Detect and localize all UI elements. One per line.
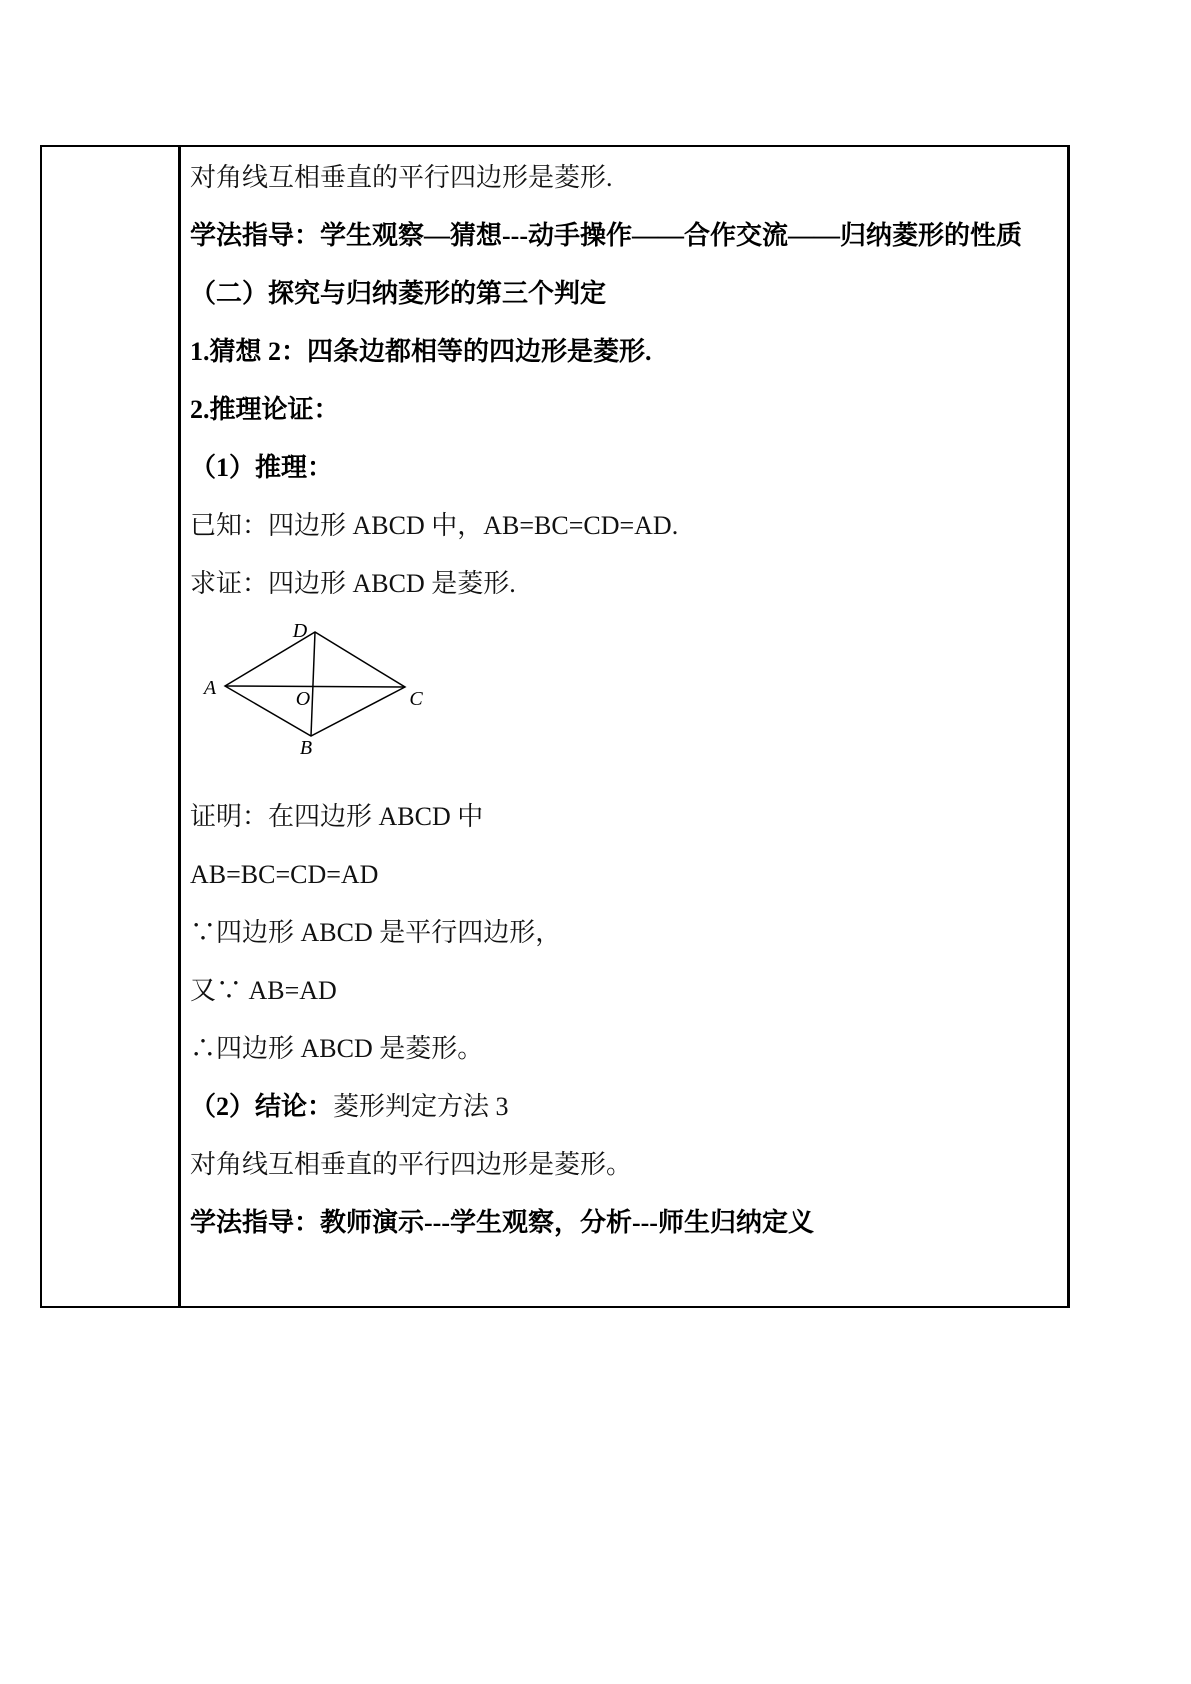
prove-line: 求证：四边形 ABCD 是菱形. bbox=[190, 569, 516, 598]
study-guide-line: 学法指导：教师演示---学生观察，分析---师生归纳定义 bbox=[190, 1208, 814, 1237]
proof-line: ∴四边形 ABCD 是菱形。 bbox=[190, 1034, 484, 1063]
proof-line: AB=BC=CD=AD bbox=[190, 860, 379, 889]
vertex-label-d: D bbox=[292, 620, 308, 642]
section-heading: （二）探究与归纳菱形的第三个判定 bbox=[190, 279, 607, 308]
proof-line: 又∵ AB=AD bbox=[190, 976, 337, 1005]
vertex-label-b: B bbox=[299, 737, 313, 759]
vertex-label-c: C bbox=[409, 688, 423, 710]
conclusion-label: （2）结论： bbox=[190, 1092, 334, 1121]
conclusion-text: 菱形判定方法 3 bbox=[333, 1092, 509, 1121]
proof-line: 证明：在四边形 ABCD 中 bbox=[190, 802, 484, 831]
rhombus-diagram bbox=[190, 613, 490, 788]
lesson-table bbox=[40, 145, 1070, 1308]
diagonal-db bbox=[311, 632, 315, 736]
vertex-label-a: A bbox=[203, 677, 217, 699]
conclusion-statement: 对角线互相垂直的平行四边形是菱形。 bbox=[190, 1150, 633, 1179]
statement-line: 对角线互相垂直的平行四边形是菱形. bbox=[190, 163, 613, 192]
study-guide-line: 学法指导：学生观察—猜想---动手操作——合作交流——归纳菱形的性质 bbox=[190, 221, 1022, 250]
step-heading: （1）推理： bbox=[190, 453, 334, 482]
proof-line: ∵四边形 ABCD 是平行四边形， bbox=[190, 918, 562, 947]
center-label-o: O bbox=[295, 688, 311, 710]
reasoning-heading: 2.推理论证： bbox=[190, 395, 340, 424]
given-line: 已知：四边形 ABCD 中，AB=BC=CD=AD. bbox=[190, 511, 679, 540]
table-content-cell bbox=[181, 147, 1067, 1306]
table-left-cell bbox=[42, 147, 181, 1306]
conjecture-line: 1.猜想 2：四条边都相等的四边形是菱形. bbox=[190, 337, 652, 366]
diagonal-ac bbox=[225, 686, 405, 687]
conclusion-line bbox=[190, 1078, 1067, 1136]
diagram-block bbox=[190, 613, 1067, 788]
